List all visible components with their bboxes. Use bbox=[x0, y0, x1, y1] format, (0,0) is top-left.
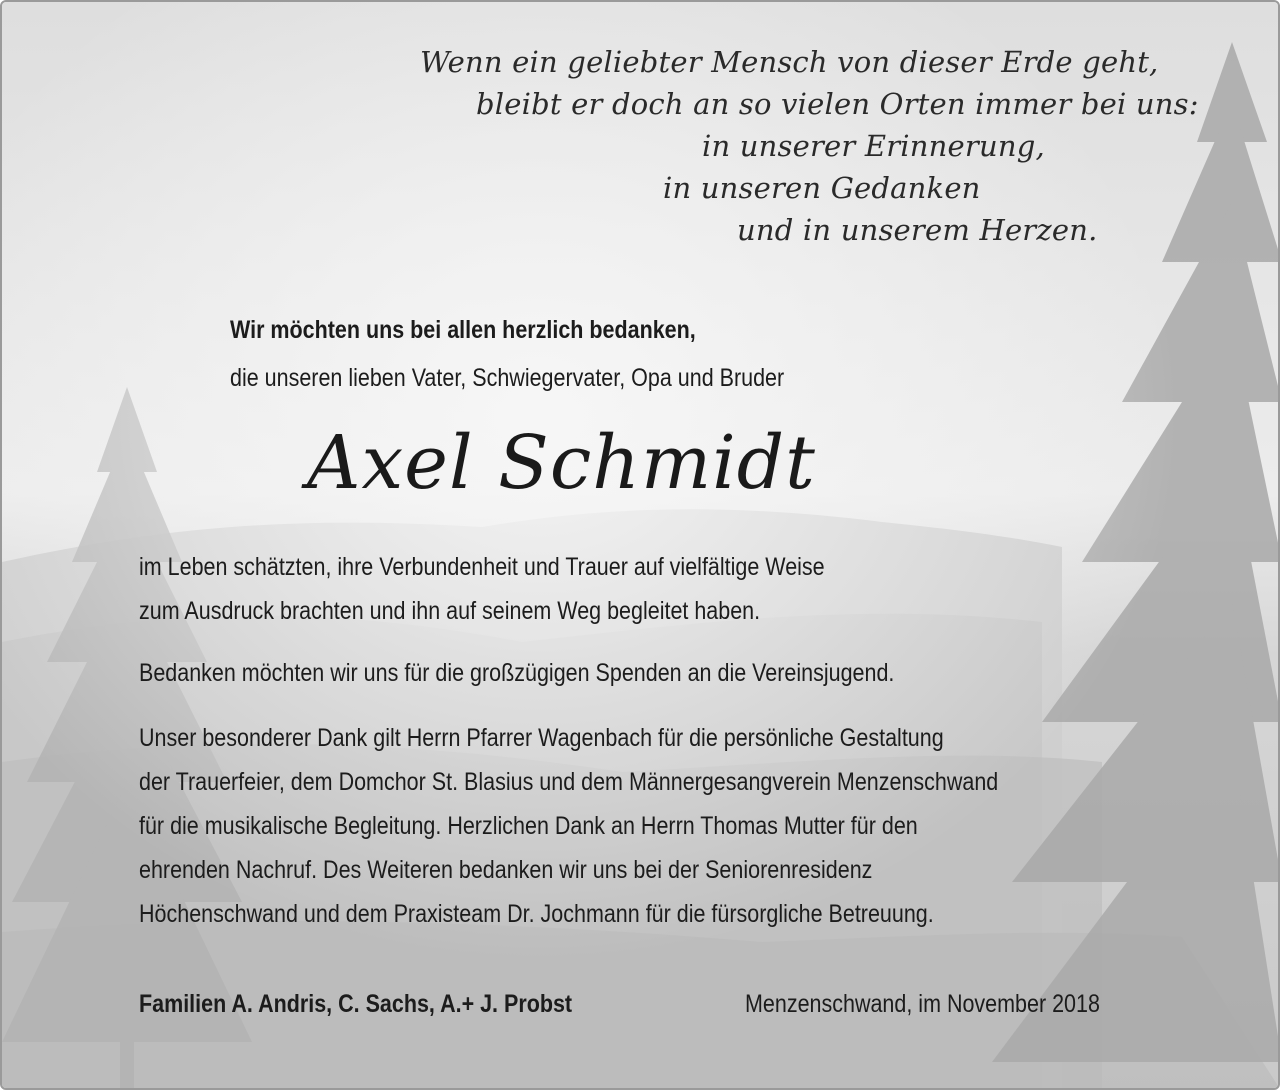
place-date: Menzenschwand, im November 2018 bbox=[745, 990, 1100, 1018]
poem-line-4: in unseren Gedanken bbox=[663, 171, 981, 205]
poem-line-3: in unserer Erinnerung, bbox=[702, 129, 1045, 163]
thanks-heading: Wir möchten uns bei allen herzlich bedanken, bbox=[230, 316, 696, 344]
thanks-intro: die unseren lieben Vater, Schwiegervater, Opa und Bruder bbox=[230, 364, 785, 392]
body-paragraph-1-line-1: im Leben schätzten, ihre Verbundenheit und Trauer auf vielfältige Weise bbox=[139, 553, 825, 581]
body-paragraph-3-line-4: ehrenden Nachruf. Des Weiteren bedanken wir uns bei der Seniorenresidenz bbox=[139, 856, 873, 884]
signatories: Familien A. Andris, C. Sachs, A.+ J. Probst bbox=[139, 990, 573, 1018]
deceased-name: Axel Schmidt bbox=[307, 420, 816, 506]
body-paragraph-2-line-1: Bedanken möchten wir uns für die großzügigen Spenden an die Vereinsjugend. bbox=[139, 659, 895, 687]
poem-line-1: Wenn ein geliebter Mensch von dieser Erde geht, bbox=[420, 45, 1159, 79]
body-paragraph-3-line-1: Unser besonderer Dank gilt Herrn Pfarrer Wagenbach für die persönliche Gestaltung bbox=[139, 724, 944, 752]
body-paragraph-3-line-3: für die musikalische Begleitung. Herzlichen Dank an Herrn Thomas Mutter für den bbox=[139, 812, 918, 840]
poem-line-2: bleibt er doch an so vielen Orten immer bei uns: bbox=[476, 87, 1199, 121]
body-paragraph-3-line-2: der Trauerfeier, dem Domchor St. Blasius und dem Männergesangverein Menzenschwand bbox=[139, 768, 999, 796]
body-paragraph-1-line-2: zum Ausdruck brachten und ihn auf seinem Weg begleitet haben. bbox=[139, 597, 761, 625]
body-paragraph-3-line-5: Höchenschwand und dem Praxisteam Dr. Jochmann für die fürsorgliche Betreuung. bbox=[139, 900, 934, 928]
poem-line-5: und in unserem Herzen. bbox=[737, 213, 1098, 247]
